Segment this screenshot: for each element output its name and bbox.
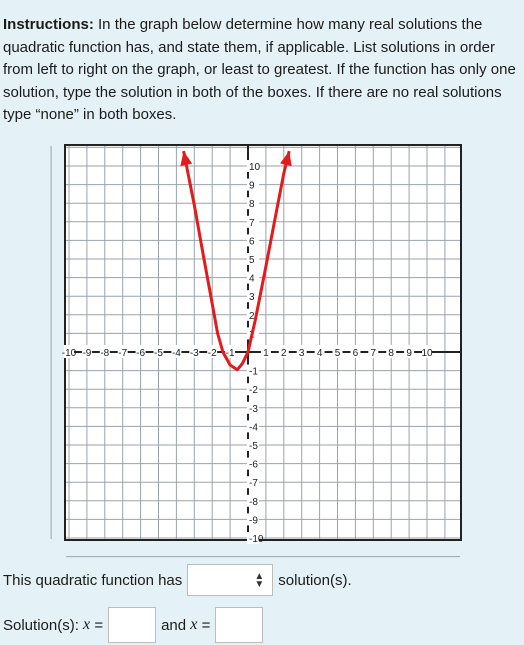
solution-x-var-1: x <box>83 616 91 633</box>
solution-count-select[interactable] <box>187 564 273 596</box>
x-tick-label: 2 <box>281 348 287 359</box>
x-tick-label: -10 <box>61 348 77 359</box>
solution-1-input[interactable] <box>108 607 156 643</box>
equals-sign-2: = <box>201 616 211 634</box>
parabola-curve <box>184 151 290 370</box>
y-tick-label: -7 <box>249 478 258 490</box>
x-tick-label: -9 <box>82 348 92 359</box>
x-tick-label: -1 <box>225 348 235 359</box>
y-tick-label: 1 <box>249 329 255 341</box>
instructions-text <box>3 14 519 127</box>
y-tick-label: -5 <box>249 441 258 452</box>
y-tick-label: 4 <box>249 273 255 285</box>
solution-2-input[interactable] <box>215 607 263 643</box>
y-tick-label: 10 <box>249 162 261 173</box>
y-tick-label: -6 <box>249 459 258 471</box>
solutions-row <box>3 606 268 644</box>
solutions-label: Solution(s): <box>3 616 79 634</box>
x-tick-label: -4 <box>171 348 181 359</box>
x-tick-label: 10 <box>421 348 433 359</box>
x-tick-label: -7 <box>118 348 128 359</box>
x-tick-label: 8 <box>388 348 394 359</box>
graph-svg <box>61 146 460 545</box>
y-tick-label: 8 <box>249 199 255 211</box>
x-tick-label: 7 <box>370 348 377 359</box>
x-tick-label: 6 <box>352 348 359 359</box>
solution-count-suffix: solution(s). <box>278 571 352 589</box>
and-label: and <box>161 616 187 634</box>
up-down-caret-icon: ▲ ▼ <box>254 571 265 590</box>
instructions-body: In the graph below determine how many real solutions the quadratic function has, and state them, if applicable. List solutions in order from left to right on the graph, or least to greatest. If the function has only one solution, type the solution in both of the boxes. If there are no real solutions type “none” in both boxes. <box>3 16 516 123</box>
x-tick-label: 3 <box>298 348 305 359</box>
x-tick-label: 1 <box>263 348 269 359</box>
y-tick-label: 7 <box>249 217 255 229</box>
x-tick-label: -5 <box>154 348 163 359</box>
y-tick-label: 2 <box>249 310 255 322</box>
y-tick-label: -1 <box>249 366 258 378</box>
x-tick-label: -2 <box>207 348 217 359</box>
instructions-lead: Instructions: <box>3 16 94 33</box>
y-tick-label: -8 <box>249 496 258 508</box>
quadratic-graph <box>61 144 462 545</box>
y-tick-label: 9 <box>249 180 255 192</box>
x-tick-label: 5 <box>334 348 341 359</box>
x-tick-label: 4 <box>316 348 323 359</box>
y-tick-label: -3 <box>249 403 258 415</box>
equals-sign-1: = <box>94 616 104 634</box>
y-tick-label: 6 <box>249 236 255 248</box>
y-tick-label: -9 <box>249 515 258 527</box>
y-tick-label: 5 <box>249 255 255 266</box>
solution-x-var-2: x <box>190 616 198 633</box>
solution-count-row <box>3 563 352 597</box>
x-tick-label: -3 <box>189 348 199 359</box>
solution-count-prefix: This quadratic function has <box>3 571 183 589</box>
y-tick-label: -2 <box>249 385 258 397</box>
x-tick-label: 9 <box>406 348 412 359</box>
y-tick-label: -10 <box>249 534 264 545</box>
y-tick-label: 3 <box>249 292 255 304</box>
x-tick-label: -8 <box>100 348 110 359</box>
x-tick-label: -6 <box>136 348 146 359</box>
left-arrowhead <box>180 151 192 166</box>
y-tick-label: -4 <box>249 422 258 434</box>
